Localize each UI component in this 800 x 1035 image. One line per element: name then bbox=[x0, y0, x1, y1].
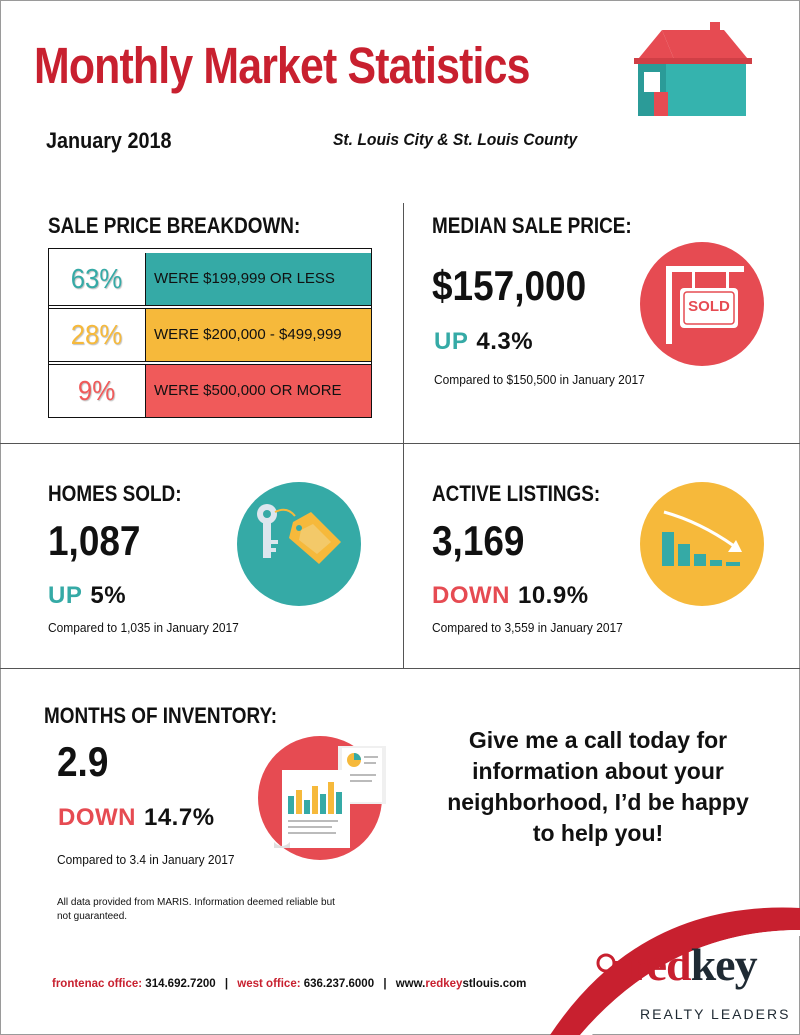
key-tag-icon bbox=[237, 482, 361, 606]
west-office-label: west office: bbox=[237, 978, 301, 990]
report-region: St. Louis City & St. Louis County bbox=[333, 130, 578, 149]
website-brand: redkey bbox=[425, 978, 463, 990]
median-price-value: $157,000 bbox=[432, 262, 587, 309]
inventory-change bbox=[58, 804, 215, 832]
footer-contact bbox=[52, 978, 526, 990]
breakdown-description: WERE $200,000 - $499,999 bbox=[145, 309, 371, 361]
breakdown-table bbox=[48, 248, 372, 418]
footer-divider: | bbox=[224, 978, 229, 990]
breakdown-percent: 9% bbox=[77, 375, 116, 406]
brand-tagline: REALTY LEADERS bbox=[640, 1006, 791, 1022]
frontenac-office-phone[interactable]: 314.692.7200 bbox=[145, 978, 216, 990]
median-price-direction: UP bbox=[434, 328, 469, 355]
active-listings-direction: DOWN bbox=[432, 582, 510, 609]
report-document-icon bbox=[258, 732, 400, 862]
page-title: Monthly Market Statistics bbox=[34, 37, 530, 94]
website-prefix: www. bbox=[395, 978, 426, 990]
data-disclaimer: All data provided from MARIS. Information deemed reliable but not guaranteed. bbox=[57, 897, 335, 922]
west-office-phone[interactable]: 636.237.6000 bbox=[303, 978, 375, 990]
divider-row-2 bbox=[0, 668, 800, 669]
footer-divider: | bbox=[383, 978, 387, 990]
call-to-action: Give me a call today for information about your neighborhood, I’d be happy to help you! bbox=[447, 727, 749, 846]
breakdown-row bbox=[49, 365, 371, 417]
median-price-heading: MEDIAN SALE PRICE: bbox=[432, 213, 632, 238]
active-listings-change bbox=[432, 582, 589, 610]
brand-logo-key: key bbox=[690, 939, 757, 990]
declining-chart-icon bbox=[640, 482, 764, 606]
inventory-percent: 14.7% bbox=[143, 804, 215, 831]
breakdown-heading: SALE PRICE BREAKDOWN: bbox=[48, 213, 301, 238]
homes-sold-value: 1,087 bbox=[48, 517, 141, 564]
median-price-percent: 4.3% bbox=[476, 328, 534, 355]
homes-sold-heading: HOMES SOLD: bbox=[48, 481, 182, 506]
website-link[interactable] bbox=[396, 978, 527, 990]
frontenac-office-label: frontenac office: bbox=[52, 978, 143, 990]
breakdown-description: WERE $199,999 OR LESS bbox=[145, 253, 371, 305]
active-listings-heading: ACTIVE LISTINGS: bbox=[432, 481, 601, 506]
house-icon bbox=[632, 14, 758, 124]
brand-logo-red: red bbox=[628, 939, 691, 990]
median-price-compare: Compared to $150,500 in January 2017 bbox=[434, 372, 645, 387]
homes-sold-percent: 5% bbox=[90, 582, 127, 609]
divider-column bbox=[403, 203, 404, 668]
active-listings-value: 3,169 bbox=[432, 517, 525, 564]
active-listings-percent: 10.9% bbox=[517, 582, 589, 609]
active-listings-compare: Compared to 3,559 in January 2017 bbox=[432, 620, 623, 635]
median-price-change bbox=[434, 328, 533, 356]
breakdown-percent: 63% bbox=[70, 263, 123, 294]
breakdown-percent: 28% bbox=[70, 319, 123, 350]
homes-sold-compare: Compared to 1,035 in January 2017 bbox=[48, 620, 239, 635]
sold-sign-icon bbox=[640, 242, 764, 366]
brand-logo bbox=[628, 938, 757, 991]
inventory-direction: DOWN bbox=[58, 804, 136, 831]
inventory-heading: MONTHS OF INVENTORY: bbox=[44, 703, 278, 728]
report-month: January 2018 bbox=[46, 128, 172, 153]
breakdown-row bbox=[49, 309, 371, 361]
breakdown-description: WERE $500,000 OR MORE bbox=[145, 365, 371, 417]
inventory-compare: Compared to 3.4 in January 2017 bbox=[57, 852, 235, 867]
homes-sold-direction: UP bbox=[48, 582, 83, 609]
inventory-value: 2.9 bbox=[57, 738, 109, 785]
divider-row-1 bbox=[0, 443, 800, 444]
homes-sold-change bbox=[48, 582, 126, 610]
breakdown-row bbox=[49, 253, 371, 305]
sold-sign-text: SOLD bbox=[688, 298, 730, 315]
website-suffix: stlouis.com bbox=[462, 978, 527, 990]
